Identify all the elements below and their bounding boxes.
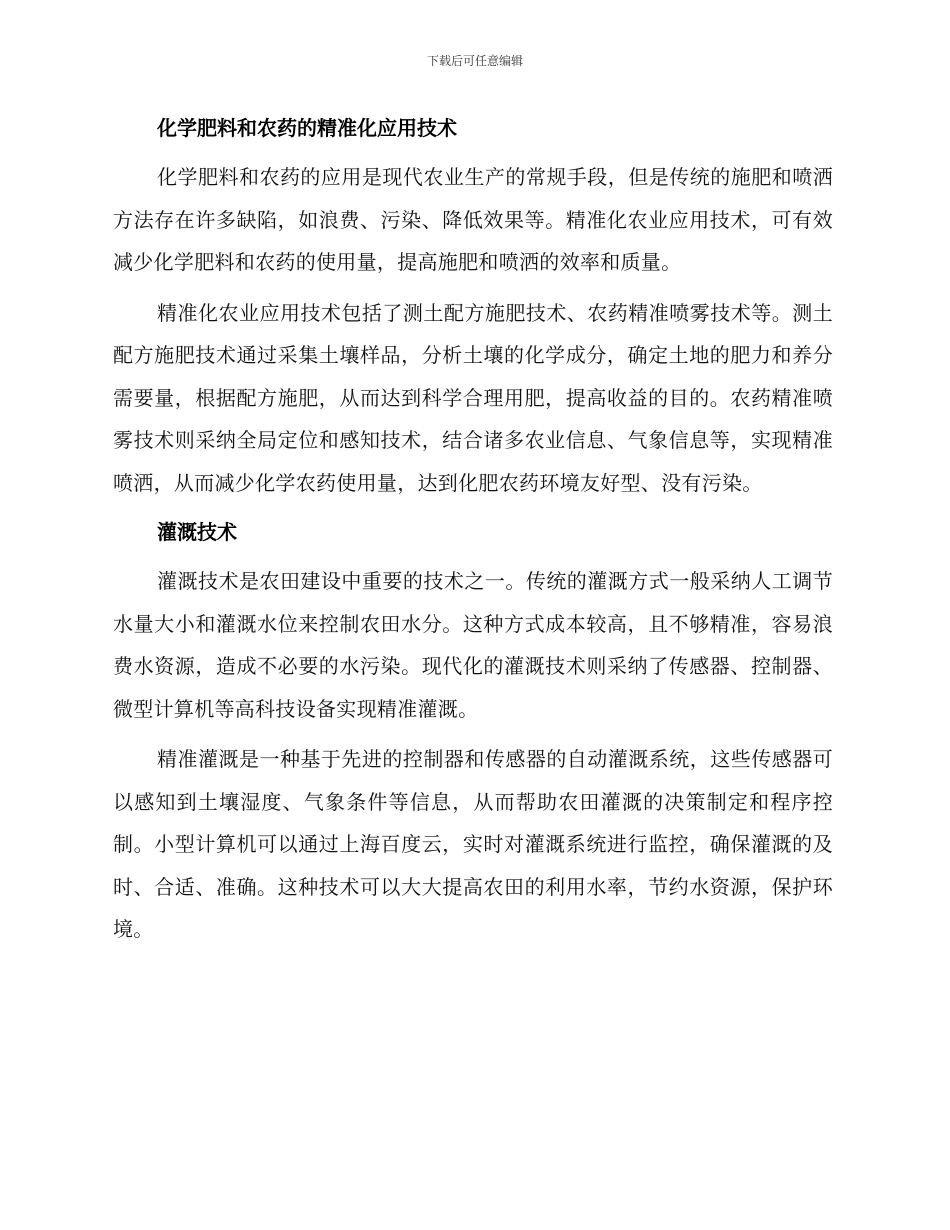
document-body bbox=[113, 108, 833, 951]
paragraph: 化学肥料和农药的应用是现代农业生产的常规手段，但是传统的施肥和喷洒方法存在许多缺陷，如浪费、污染、降低效果等。精准化农业应用技术，可有效减少化学肥料和农药的使用量，提高施肥和喷洒的效率和质量。 bbox=[113, 165, 833, 274]
paragraph: 精准化农业应用技术包括了测土配方施肥技术、农药精准喷雾技术等。测土配方施肥技术通过采集土壤样品，分析土壤的化学成分，确定土地的肥力和养分需要量，根据配方施肥，从而达到科学合理用肥，提高收益的目的。农药精准喷雾技术则采纳全局定位和感知技术，结合诸多农业信息、气象信息等，实现精准喷洒，从而减少化学农药使用量，达到化肥农药环境友好型、没有污染。 bbox=[113, 300, 833, 495]
paragraph: 精准灌溉是一种基于先进的控制器和传感器的自动灌溉系统，这些传感器可以感知到土壤湿度、气象条件等信息，从而帮助农田灌溉的决策制定和程序控制。小型计算机可以通过上海百度云，实时对灌溉系统进行监控，确保灌溉的及时、合适、准确。这种技术可以大大提高农田的利用水率，节约水资源，保护环境。 bbox=[113, 747, 833, 941]
section-heading-fertilizer-pesticide: 化学肥料和农药的精准化应用技术 bbox=[157, 116, 457, 140]
page-header: 下载后可任意编辑 bbox=[426, 54, 523, 68]
section-heading-irrigation: 灌溉技术 bbox=[157, 520, 237, 544]
paragraph: 灌溉技术是农田建设中重要的技术之一。传统的灌溉方式一般采纳人工调节水量大小和灌溉水位来控制农田水分。这种方式成本较高，且不够精准，容易浪费水资源，造成不必要的水污染。现代化的灌溉技术则采纳了传感器、控制器、微型计算机等高科技设备实现精准灌溉。 bbox=[113, 569, 833, 721]
